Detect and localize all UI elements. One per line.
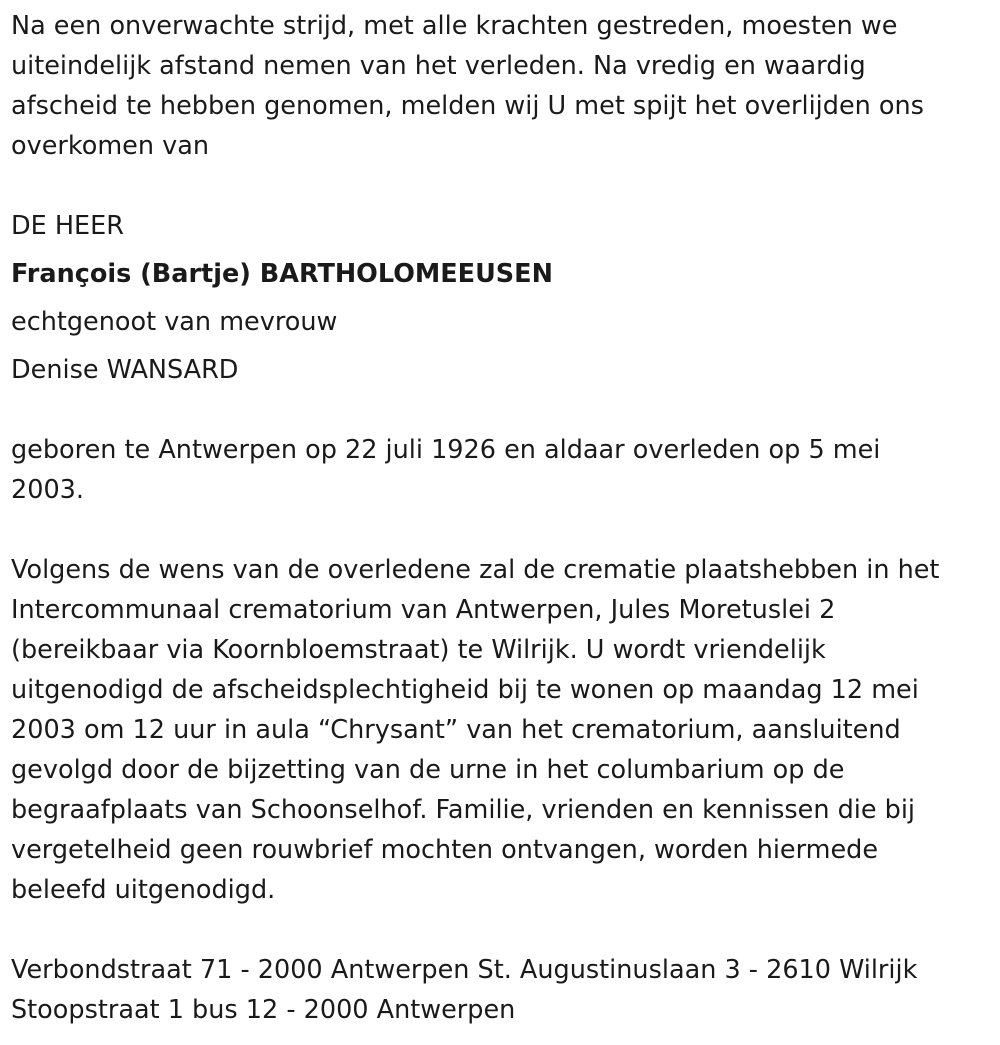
ceremony-paragraph	[11, 550, 986, 910]
ceremony-line: uitgenodigd de afscheidsplechtigheid bij te wonen op maandag 12 mei	[11, 675, 919, 705]
deceased-title: DE HEER	[11, 211, 124, 241]
intro-paragraph	[11, 6, 986, 166]
intro-line: uiteindelijk afstand nemen van het verleden. Na vredig en waardig	[11, 51, 866, 81]
intro-line: overkomen van	[11, 131, 209, 161]
spacer	[11, 510, 986, 550]
ceremony-line: 2003 om 12 uur in aula “Chrysant” van het crematorium, aansluitend	[11, 715, 901, 745]
ceremony-line: vergetelheid geen rouwbrief mochten ontvangen, worden hiermede	[11, 835, 879, 865]
spacer	[11, 390, 986, 430]
ceremony-line: gevolgd door de bijzetting van de urne in het columbarium op de	[11, 755, 845, 785]
ceremony-line: begraafplaats van Schoonselhof. Familie, vrienden en kennissen die bij	[11, 795, 916, 825]
addresses-block	[11, 950, 986, 1030]
birth-death-line: geboren te Antwerpen op 22 juli 1926 en aldaar overleden op 5 mei	[11, 435, 881, 465]
address-line: Stoopstraat 1 bus 12 - 2000 Antwerpen	[11, 995, 516, 1025]
ceremony-line: beleefd uitgenodigd.	[11, 875, 276, 905]
intro-line: afscheid te hebben genomen, melden wij U met spijt het overlijden ons	[11, 91, 924, 121]
address-line: Verbondstraat 71 - 2000 Antwerpen St. Augustinuslaan 3 - 2610 Wilrijk	[11, 955, 918, 985]
obituary-document	[11, 6, 986, 1030]
ceremony-line: (bereikbaar via Koornbloemstraat) te Wilrijk. U wordt vriendelijk	[11, 635, 826, 665]
birth-death-paragraph	[11, 430, 986, 510]
spouse-name: Denise WANSARD	[11, 355, 239, 385]
ceremony-line: Intercommunaal crematorium van Antwerpen, Jules Moretuslei 2	[11, 595, 836, 625]
ceremony-line: Volgens de wens van de overledene zal de crematie plaatshebben in het	[11, 555, 940, 585]
birth-death-line: 2003.	[11, 475, 85, 505]
spacer	[11, 910, 986, 950]
deceased-relation: echtgenoot van mevrouw	[11, 307, 338, 337]
deceased-name: François (Bartje) BARTHOLOMEEUSEN	[11, 259, 553, 289]
intro-line: Na een onverwachte strijd, met alle krachten gestreden, moesten we	[11, 11, 898, 41]
spacer	[11, 166, 986, 206]
deceased-block	[11, 206, 986, 390]
